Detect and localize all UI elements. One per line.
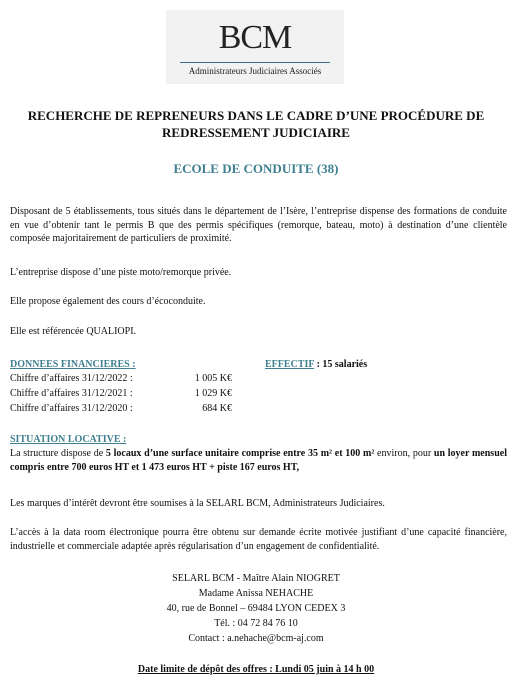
financial-row: Chiffre d’affaires 31/12/2022 : 1 005 K€: [10, 373, 232, 384]
effectif: [265, 359, 367, 370]
effectif-label: EFFECTIF: [265, 359, 315, 370]
financial-row: Chiffre d’affaires 31/12/2020 : 684 K€: [10, 403, 232, 414]
dataroom-paragraph: L’accès à la data room électronique pourra être obtenu sur demande écrite motivée justifiant d’une capacité financière, industrielle et commerciale adaptée après régularisation d’un engagement de confidentialité.: [10, 527, 507, 552]
contact-address: 40, rue de Bonnel – 69484 LYON CEDEX 3: [166, 603, 346, 614]
contact-email[interactable]: Contact : a.nehache@bcm-aj.com: [188, 633, 324, 644]
title-line-1: RECHERCHE DE REPRENEURS DANS LE CADRE D’UNE PROCÉDURE DE: [27, 108, 485, 123]
deadline: Date limite de dépôt des offres : Lundi 05 juin à 14 h 00: [137, 664, 375, 675]
title-line-2: REDRESSEMENT JUDICIAIRE: [162, 125, 350, 140]
contact-firm: SELARL BCM - Maître Alain NIOGRET: [172, 573, 340, 584]
logo: [166, 10, 344, 84]
contact-phone: Tél. : 04 72 84 76 10: [214, 618, 298, 629]
intro-paragraph: Disposant de 5 établissements, tous situés dans le département de l’Isère, l’entreprise dispense des formations de conduite en vue d’obtenir tant le permis B que des permis spécifiques (remorque, bateau, moto) à destination d’une clientèle composée majoritairement de particuliers de proximité.: [10, 206, 507, 244]
financial-row: Chiffre d’affaires 31/12/2021 : 1 029 K€: [10, 388, 232, 399]
qualiopi-paragraph: Elle est référencée QUALIOPI.: [10, 326, 137, 337]
location-heading: SITUATION LOCATIVE :: [10, 434, 127, 445]
document-subtitle: ECOLE DE CONDUITE (38): [173, 161, 339, 176]
location-paragraph: La structure dispose de 5 locaux d’une surface unitaire comprise entre 35 m² et 100 m² environ, pour un loyer mensuel compris entre 700 euros HT et 1 473 euros HT + piste 167 euros HT,: [10, 448, 507, 473]
document-title: [20, 107, 492, 141]
contact-block: [0, 571, 512, 646]
financial-heading: DONNEES FINANCIERES :: [10, 359, 136, 370]
logo-divider: [180, 62, 330, 63]
contact-person: Madame Anissa NEHACHE: [198, 588, 314, 599]
piste-paragraph: L’entreprise dispose d’une piste moto/remorque privée.: [10, 267, 232, 278]
effectif-value: : 15 salariés: [314, 359, 368, 370]
logo-tagline: Administrateurs Judiciaires Associés: [188, 66, 322, 76]
logo-mark: BCM: [218, 19, 292, 56]
eco-paragraph: Elle propose également des cours d’écoconduite.: [10, 296, 206, 307]
offers-paragraph: Les marques d’intérêt devront être soumises à la SELARL BCM, Administrateurs Judiciaires.: [10, 498, 385, 509]
